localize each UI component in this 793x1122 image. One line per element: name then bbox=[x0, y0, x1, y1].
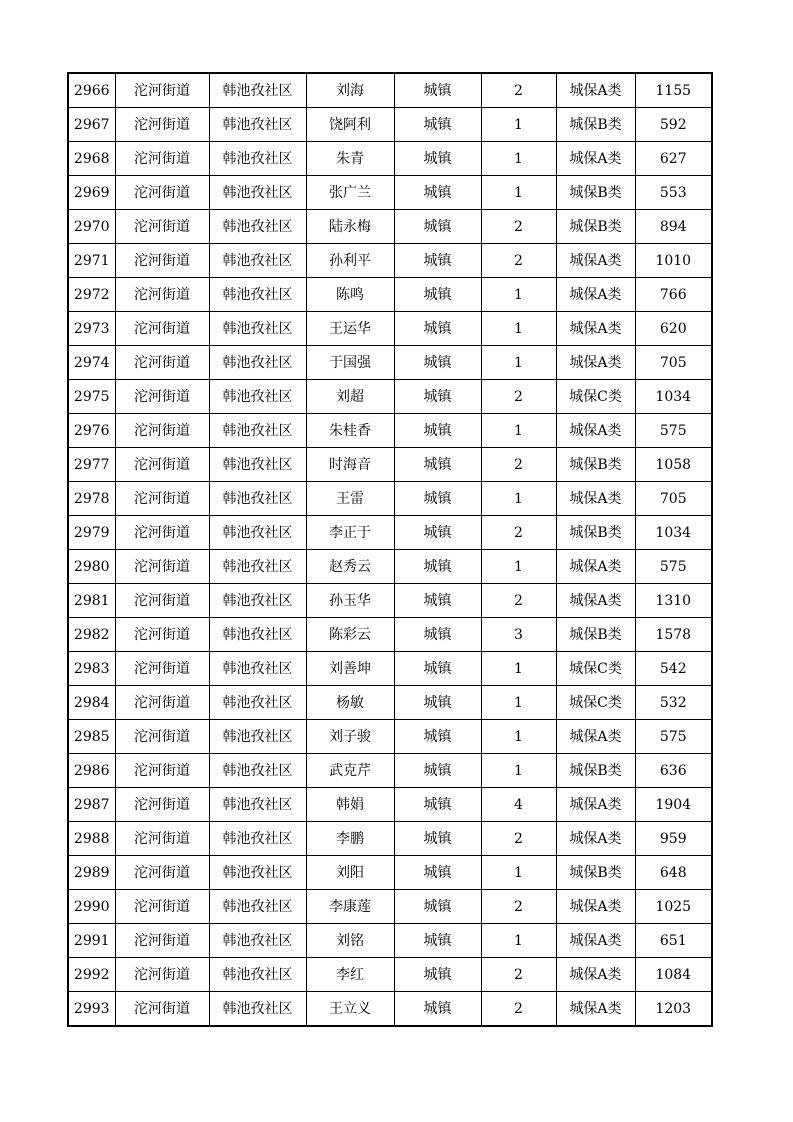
serial-number-cell: 2967 bbox=[68, 108, 115, 142]
serial-number-cell: 2981 bbox=[68, 584, 115, 618]
amount-cell: 705 bbox=[635, 482, 712, 516]
family-size-cell: 2 bbox=[481, 822, 556, 856]
table-row bbox=[68, 380, 712, 414]
community-cell: 韩池孜社区 bbox=[209, 618, 306, 652]
household-type-cell: 城镇 bbox=[394, 482, 481, 516]
household-type-cell: 城镇 bbox=[394, 992, 481, 1027]
street-cell: 沱河街道 bbox=[115, 108, 209, 142]
amount-cell: 542 bbox=[635, 652, 712, 686]
household-type-cell: 城镇 bbox=[394, 312, 481, 346]
household-type-cell: 城镇 bbox=[394, 754, 481, 788]
table-row bbox=[68, 958, 712, 992]
household-type-cell: 城镇 bbox=[394, 924, 481, 958]
table-row bbox=[68, 278, 712, 312]
name-cell: 刘铭 bbox=[306, 924, 394, 958]
household-type-cell: 城镇 bbox=[394, 380, 481, 414]
serial-number-cell: 2969 bbox=[68, 176, 115, 210]
serial-number-cell: 2966 bbox=[68, 73, 115, 108]
name-cell: 朱青 bbox=[306, 142, 394, 176]
category-cell: 城保B类 bbox=[556, 516, 635, 550]
street-cell: 沱河街道 bbox=[115, 244, 209, 278]
serial-number-cell: 2989 bbox=[68, 856, 115, 890]
amount-cell: 575 bbox=[635, 550, 712, 584]
serial-number-cell: 2978 bbox=[68, 482, 115, 516]
name-cell: 陈鸣 bbox=[306, 278, 394, 312]
table-row bbox=[68, 516, 712, 550]
community-cell: 韩池孜社区 bbox=[209, 108, 306, 142]
category-cell: 城保B类 bbox=[556, 176, 635, 210]
family-size-cell: 1 bbox=[481, 720, 556, 754]
family-size-cell: 1 bbox=[481, 312, 556, 346]
serial-number-cell: 2984 bbox=[68, 686, 115, 720]
amount-cell: 1578 bbox=[635, 618, 712, 652]
name-cell: 孙利平 bbox=[306, 244, 394, 278]
street-cell: 沱河街道 bbox=[115, 652, 209, 686]
street-cell: 沱河街道 bbox=[115, 380, 209, 414]
community-cell: 韩池孜社区 bbox=[209, 686, 306, 720]
street-cell: 沱河街道 bbox=[115, 856, 209, 890]
family-size-cell: 4 bbox=[481, 788, 556, 822]
serial-number-cell: 2980 bbox=[68, 550, 115, 584]
serial-number-cell: 2990 bbox=[68, 890, 115, 924]
family-size-cell: 1 bbox=[481, 550, 556, 584]
table-row bbox=[68, 312, 712, 346]
serial-number-cell: 2985 bbox=[68, 720, 115, 754]
name-cell: 杨敏 bbox=[306, 686, 394, 720]
family-size-cell: 1 bbox=[481, 754, 556, 788]
community-cell: 韩池孜社区 bbox=[209, 448, 306, 482]
household-type-cell: 城镇 bbox=[394, 720, 481, 754]
household-type-cell: 城镇 bbox=[394, 958, 481, 992]
street-cell: 沱河街道 bbox=[115, 754, 209, 788]
name-cell: 孙玉华 bbox=[306, 584, 394, 618]
family-size-cell: 1 bbox=[481, 346, 556, 380]
family-size-cell: 1 bbox=[481, 108, 556, 142]
table-row bbox=[68, 346, 712, 380]
name-cell: 刘善坤 bbox=[306, 652, 394, 686]
amount-cell: 651 bbox=[635, 924, 712, 958]
community-cell: 韩池孜社区 bbox=[209, 992, 306, 1027]
serial-number-cell: 2975 bbox=[68, 380, 115, 414]
name-cell: 陆永梅 bbox=[306, 210, 394, 244]
table-row bbox=[68, 788, 712, 822]
family-size-cell: 2 bbox=[481, 890, 556, 924]
amount-cell: 1155 bbox=[635, 73, 712, 108]
household-type-cell: 城镇 bbox=[394, 176, 481, 210]
category-cell: 城保A类 bbox=[556, 312, 635, 346]
community-cell: 韩池孜社区 bbox=[209, 652, 306, 686]
serial-number-cell: 2970 bbox=[68, 210, 115, 244]
table-row bbox=[68, 142, 712, 176]
street-cell: 沱河街道 bbox=[115, 516, 209, 550]
category-cell: 城保A类 bbox=[556, 958, 635, 992]
community-cell: 韩池孜社区 bbox=[209, 380, 306, 414]
street-cell: 沱河街道 bbox=[115, 550, 209, 584]
category-cell: 城保A类 bbox=[556, 924, 635, 958]
family-size-cell: 1 bbox=[481, 142, 556, 176]
table-row bbox=[68, 550, 712, 584]
amount-cell: 1203 bbox=[635, 992, 712, 1027]
serial-number-cell: 2976 bbox=[68, 414, 115, 448]
table-row bbox=[68, 414, 712, 448]
category-cell: 城保A类 bbox=[556, 788, 635, 822]
amount-cell: 1904 bbox=[635, 788, 712, 822]
family-size-cell: 1 bbox=[481, 686, 556, 720]
serial-number-cell: 2992 bbox=[68, 958, 115, 992]
family-size-cell: 2 bbox=[481, 448, 556, 482]
category-cell: 城保B类 bbox=[556, 618, 635, 652]
family-size-cell: 2 bbox=[481, 584, 556, 618]
name-cell: 陈彩云 bbox=[306, 618, 394, 652]
household-type-cell: 城镇 bbox=[394, 210, 481, 244]
family-size-cell: 2 bbox=[481, 516, 556, 550]
household-type-cell: 城镇 bbox=[394, 73, 481, 108]
category-cell: 城保A类 bbox=[556, 244, 635, 278]
roster-body bbox=[68, 73, 712, 1026]
community-cell: 韩池孜社区 bbox=[209, 890, 306, 924]
serial-number-cell: 2977 bbox=[68, 448, 115, 482]
amount-cell: 532 bbox=[635, 686, 712, 720]
serial-number-cell: 2986 bbox=[68, 754, 115, 788]
community-cell: 韩池孜社区 bbox=[209, 414, 306, 448]
name-cell: 王运华 bbox=[306, 312, 394, 346]
family-size-cell: 2 bbox=[481, 958, 556, 992]
category-cell: 城保A类 bbox=[556, 720, 635, 754]
amount-cell: 1310 bbox=[635, 584, 712, 618]
household-type-cell: 城镇 bbox=[394, 414, 481, 448]
amount-cell: 553 bbox=[635, 176, 712, 210]
amount-cell: 575 bbox=[635, 720, 712, 754]
household-type-cell: 城镇 bbox=[394, 618, 481, 652]
amount-cell: 627 bbox=[635, 142, 712, 176]
name-cell: 刘超 bbox=[306, 380, 394, 414]
family-size-cell: 1 bbox=[481, 176, 556, 210]
name-cell: 李康莲 bbox=[306, 890, 394, 924]
household-type-cell: 城镇 bbox=[394, 550, 481, 584]
community-cell: 韩池孜社区 bbox=[209, 142, 306, 176]
name-cell: 李鹏 bbox=[306, 822, 394, 856]
category-cell: 城保A类 bbox=[556, 822, 635, 856]
category-cell: 城保A类 bbox=[556, 482, 635, 516]
amount-cell: 1010 bbox=[635, 244, 712, 278]
category-cell: 城保A类 bbox=[556, 346, 635, 380]
category-cell: 城保A类 bbox=[556, 584, 635, 618]
amount-cell: 1025 bbox=[635, 890, 712, 924]
family-size-cell: 1 bbox=[481, 924, 556, 958]
serial-number-cell: 2982 bbox=[68, 618, 115, 652]
household-type-cell: 城镇 bbox=[394, 856, 481, 890]
amount-cell: 1084 bbox=[635, 958, 712, 992]
amount-cell: 620 bbox=[635, 312, 712, 346]
family-size-cell: 1 bbox=[481, 278, 556, 312]
table-row bbox=[68, 652, 712, 686]
household-type-cell: 城镇 bbox=[394, 448, 481, 482]
household-type-cell: 城镇 bbox=[394, 108, 481, 142]
street-cell: 沱河街道 bbox=[115, 142, 209, 176]
table-row bbox=[68, 108, 712, 142]
community-cell: 韩池孜社区 bbox=[209, 550, 306, 584]
name-cell: 武克芹 bbox=[306, 754, 394, 788]
community-cell: 韩池孜社区 bbox=[209, 176, 306, 210]
household-type-cell: 城镇 bbox=[394, 244, 481, 278]
street-cell: 沱河街道 bbox=[115, 788, 209, 822]
street-cell: 沱河街道 bbox=[115, 414, 209, 448]
amount-cell: 648 bbox=[635, 856, 712, 890]
name-cell: 王雷 bbox=[306, 482, 394, 516]
community-cell: 韩池孜社区 bbox=[209, 788, 306, 822]
serial-number-cell: 2972 bbox=[68, 278, 115, 312]
street-cell: 沱河街道 bbox=[115, 278, 209, 312]
name-cell: 张广兰 bbox=[306, 176, 394, 210]
table-row bbox=[68, 73, 712, 108]
amount-cell: 894 bbox=[635, 210, 712, 244]
family-size-cell: 1 bbox=[481, 652, 556, 686]
serial-number-cell: 2983 bbox=[68, 652, 115, 686]
community-cell: 韩池孜社区 bbox=[209, 856, 306, 890]
category-cell: 城保A类 bbox=[556, 414, 635, 448]
table-row bbox=[68, 890, 712, 924]
table-row bbox=[68, 584, 712, 618]
table-row bbox=[68, 244, 712, 278]
street-cell: 沱河街道 bbox=[115, 346, 209, 380]
name-cell: 于国强 bbox=[306, 346, 394, 380]
community-cell: 韩池孜社区 bbox=[209, 346, 306, 380]
category-cell: 城保B类 bbox=[556, 754, 635, 788]
table-row bbox=[68, 822, 712, 856]
category-cell: 城保B类 bbox=[556, 448, 635, 482]
name-cell: 时海音 bbox=[306, 448, 394, 482]
household-type-cell: 城镇 bbox=[394, 652, 481, 686]
family-size-cell: 2 bbox=[481, 380, 556, 414]
category-cell: 城保A类 bbox=[556, 278, 635, 312]
street-cell: 沱河街道 bbox=[115, 686, 209, 720]
family-size-cell: 1 bbox=[481, 482, 556, 516]
table-row bbox=[68, 618, 712, 652]
community-cell: 韩池孜社区 bbox=[209, 584, 306, 618]
name-cell: 朱桂香 bbox=[306, 414, 394, 448]
household-type-cell: 城镇 bbox=[394, 584, 481, 618]
amount-cell: 575 bbox=[635, 414, 712, 448]
community-cell: 韩池孜社区 bbox=[209, 720, 306, 754]
household-type-cell: 城镇 bbox=[394, 142, 481, 176]
category-cell: 城保B类 bbox=[556, 856, 635, 890]
name-cell: 韩娟 bbox=[306, 788, 394, 822]
name-cell: 刘海 bbox=[306, 73, 394, 108]
household-type-cell: 城镇 bbox=[394, 822, 481, 856]
community-cell: 韩池孜社区 bbox=[209, 958, 306, 992]
name-cell: 刘阳 bbox=[306, 856, 394, 890]
serial-number-cell: 2974 bbox=[68, 346, 115, 380]
category-cell: 城保C类 bbox=[556, 652, 635, 686]
roster-table bbox=[67, 72, 713, 1027]
category-cell: 城保A类 bbox=[556, 890, 635, 924]
roster-sheet bbox=[67, 72, 711, 1027]
household-type-cell: 城镇 bbox=[394, 686, 481, 720]
community-cell: 韩池孜社区 bbox=[209, 244, 306, 278]
community-cell: 韩池孜社区 bbox=[209, 73, 306, 108]
family-size-cell: 2 bbox=[481, 992, 556, 1027]
street-cell: 沱河街道 bbox=[115, 176, 209, 210]
street-cell: 沱河街道 bbox=[115, 992, 209, 1027]
serial-number-cell: 2988 bbox=[68, 822, 115, 856]
category-cell: 城保A类 bbox=[556, 73, 635, 108]
table-row bbox=[68, 720, 712, 754]
street-cell: 沱河街道 bbox=[115, 584, 209, 618]
table-row bbox=[68, 482, 712, 516]
category-cell: 城保C类 bbox=[556, 686, 635, 720]
serial-number-cell: 2987 bbox=[68, 788, 115, 822]
family-size-cell: 2 bbox=[481, 210, 556, 244]
table-row bbox=[68, 176, 712, 210]
amount-cell: 1034 bbox=[635, 516, 712, 550]
family-size-cell: 1 bbox=[481, 856, 556, 890]
category-cell: 城保A类 bbox=[556, 550, 635, 584]
category-cell: 城保B类 bbox=[556, 108, 635, 142]
amount-cell: 959 bbox=[635, 822, 712, 856]
category-cell: 城保B类 bbox=[556, 210, 635, 244]
amount-cell: 592 bbox=[635, 108, 712, 142]
serial-number-cell: 2973 bbox=[68, 312, 115, 346]
family-size-cell: 2 bbox=[481, 73, 556, 108]
household-type-cell: 城镇 bbox=[394, 346, 481, 380]
street-cell: 沱河街道 bbox=[115, 618, 209, 652]
street-cell: 沱河街道 bbox=[115, 448, 209, 482]
amount-cell: 1058 bbox=[635, 448, 712, 482]
household-type-cell: 城镇 bbox=[394, 890, 481, 924]
table-row bbox=[68, 210, 712, 244]
street-cell: 沱河街道 bbox=[115, 720, 209, 754]
street-cell: 沱河街道 bbox=[115, 312, 209, 346]
community-cell: 韩池孜社区 bbox=[209, 482, 306, 516]
category-cell: 城保A类 bbox=[556, 992, 635, 1027]
street-cell: 沱河街道 bbox=[115, 482, 209, 516]
name-cell: 李红 bbox=[306, 958, 394, 992]
serial-number-cell: 2991 bbox=[68, 924, 115, 958]
street-cell: 沱河街道 bbox=[115, 890, 209, 924]
street-cell: 沱河街道 bbox=[115, 73, 209, 108]
community-cell: 韩池孜社区 bbox=[209, 516, 306, 550]
serial-number-cell: 2979 bbox=[68, 516, 115, 550]
street-cell: 沱河街道 bbox=[115, 210, 209, 244]
table-row bbox=[68, 924, 712, 958]
street-cell: 沱河街道 bbox=[115, 822, 209, 856]
family-size-cell: 2 bbox=[481, 244, 556, 278]
name-cell: 刘子骏 bbox=[306, 720, 394, 754]
amount-cell: 766 bbox=[635, 278, 712, 312]
serial-number-cell: 2971 bbox=[68, 244, 115, 278]
amount-cell: 636 bbox=[635, 754, 712, 788]
table-row bbox=[68, 754, 712, 788]
category-cell: 城保C类 bbox=[556, 380, 635, 414]
name-cell: 赵秀云 bbox=[306, 550, 394, 584]
name-cell: 李正于 bbox=[306, 516, 394, 550]
table-row bbox=[68, 448, 712, 482]
household-type-cell: 城镇 bbox=[394, 516, 481, 550]
family-size-cell: 1 bbox=[481, 414, 556, 448]
community-cell: 韩池孜社区 bbox=[209, 924, 306, 958]
community-cell: 韩池孜社区 bbox=[209, 312, 306, 346]
community-cell: 韩池孜社区 bbox=[209, 754, 306, 788]
table-row bbox=[68, 992, 712, 1027]
community-cell: 韩池孜社区 bbox=[209, 278, 306, 312]
street-cell: 沱河街道 bbox=[115, 924, 209, 958]
community-cell: 韩池孜社区 bbox=[209, 210, 306, 244]
street-cell: 沱河街道 bbox=[115, 958, 209, 992]
name-cell: 饶阿利 bbox=[306, 108, 394, 142]
household-type-cell: 城镇 bbox=[394, 788, 481, 822]
amount-cell: 705 bbox=[635, 346, 712, 380]
category-cell: 城保A类 bbox=[556, 142, 635, 176]
table-row bbox=[68, 686, 712, 720]
household-type-cell: 城镇 bbox=[394, 278, 481, 312]
name-cell: 王立义 bbox=[306, 992, 394, 1027]
community-cell: 韩池孜社区 bbox=[209, 822, 306, 856]
amount-cell: 1034 bbox=[635, 380, 712, 414]
table-row bbox=[68, 856, 712, 890]
serial-number-cell: 2968 bbox=[68, 142, 115, 176]
family-size-cell: 3 bbox=[481, 618, 556, 652]
serial-number-cell: 2993 bbox=[68, 992, 115, 1027]
